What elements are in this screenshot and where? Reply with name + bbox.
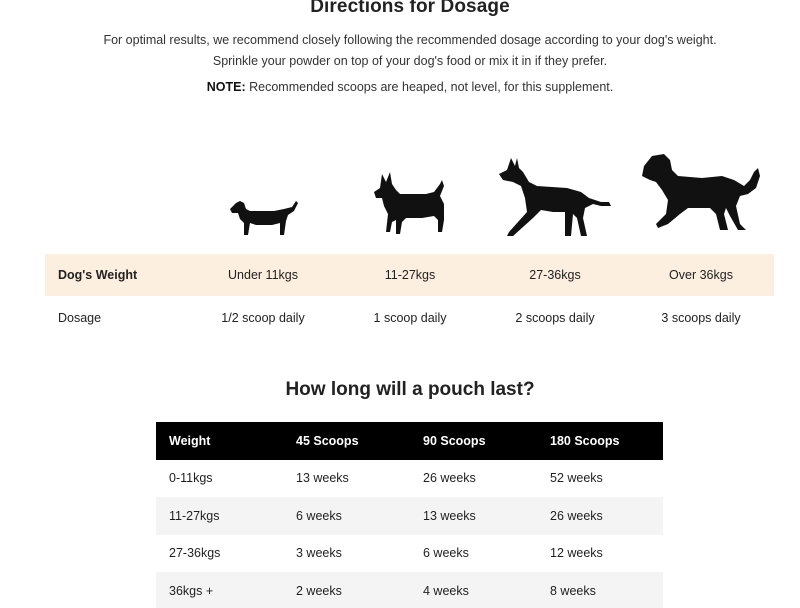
weight-cell: 27-36kgs: [529, 268, 581, 282]
table-row: [156, 535, 663, 573]
terrier-silhouette-icon: [370, 170, 450, 236]
table-cell: 13 weeks: [423, 508, 476, 523]
table-row: [156, 497, 663, 535]
column-header: Weight: [169, 433, 211, 448]
dosage-cell: 1/2 scoop daily: [221, 311, 305, 325]
dosage-row-label: Dosage: [58, 311, 102, 325]
table-header-row: [156, 422, 663, 460]
weight-row-label: Dog's Weight: [58, 268, 138, 282]
table-cell: 52 weeks: [550, 471, 603, 486]
weight-cell: 11-27kgs: [384, 268, 436, 282]
column-header: 180 Scoops: [550, 433, 620, 448]
pouch-title: How long will a pouch last?: [285, 379, 535, 400]
table-cell: 36kgs +: [169, 583, 214, 598]
table-cell: 6 weeks: [296, 508, 342, 523]
dosage-cell: 3 scoops daily: [661, 311, 741, 325]
table-cell: 0-11kgs: [169, 471, 213, 486]
column-header: 45 Scoops: [296, 433, 359, 448]
weight-cell: Under 11kgs: [228, 268, 298, 282]
table-cell: 4 weeks: [423, 583, 469, 598]
note-label: NOTE:: [206, 80, 246, 94]
table-cell: 26 weeks: [550, 508, 603, 523]
table-row: [156, 460, 663, 498]
table-cell: 2 weeks: [296, 583, 342, 598]
note-text: [0, 80, 800, 94]
doberman-silhouette-icon: [497, 156, 613, 240]
dachshund-silhouette-icon: [226, 195, 302, 241]
intro-text: For optimal results, we recommend closely following the recommended dosage according to your dog's weight. Sprinkle your powder on top of your dog's food or mix it in if they prefer.: [103, 33, 717, 68]
table-cell: 11-27kgs: [169, 508, 220, 523]
pouch-table: [156, 422, 663, 608]
table-cell: 8 weeks: [550, 583, 596, 598]
table-cell: 27-36kgs: [169, 546, 221, 561]
dosage-cell: 2 scoops daily: [515, 311, 595, 325]
table-row: [156, 572, 663, 608]
weight-cell: Over 36kgs: [669, 268, 733, 282]
column-header: 90 Scoops: [423, 433, 486, 448]
dosage-cell: 1 scoop daily: [373, 311, 447, 325]
table-cell: 13 weeks: [296, 471, 349, 486]
page-title: Directions for Dosage: [310, 0, 510, 17]
table-cell: 6 weeks: [423, 546, 469, 561]
table-cell: 26 weeks: [423, 471, 476, 486]
table-cell: 12 weeks: [550, 546, 603, 561]
note-body: Recommended scoops are heaped, not level, for this supplement.: [245, 80, 614, 94]
table-cell: 3 weeks: [296, 546, 342, 561]
retriever-silhouette-icon: [640, 152, 764, 234]
